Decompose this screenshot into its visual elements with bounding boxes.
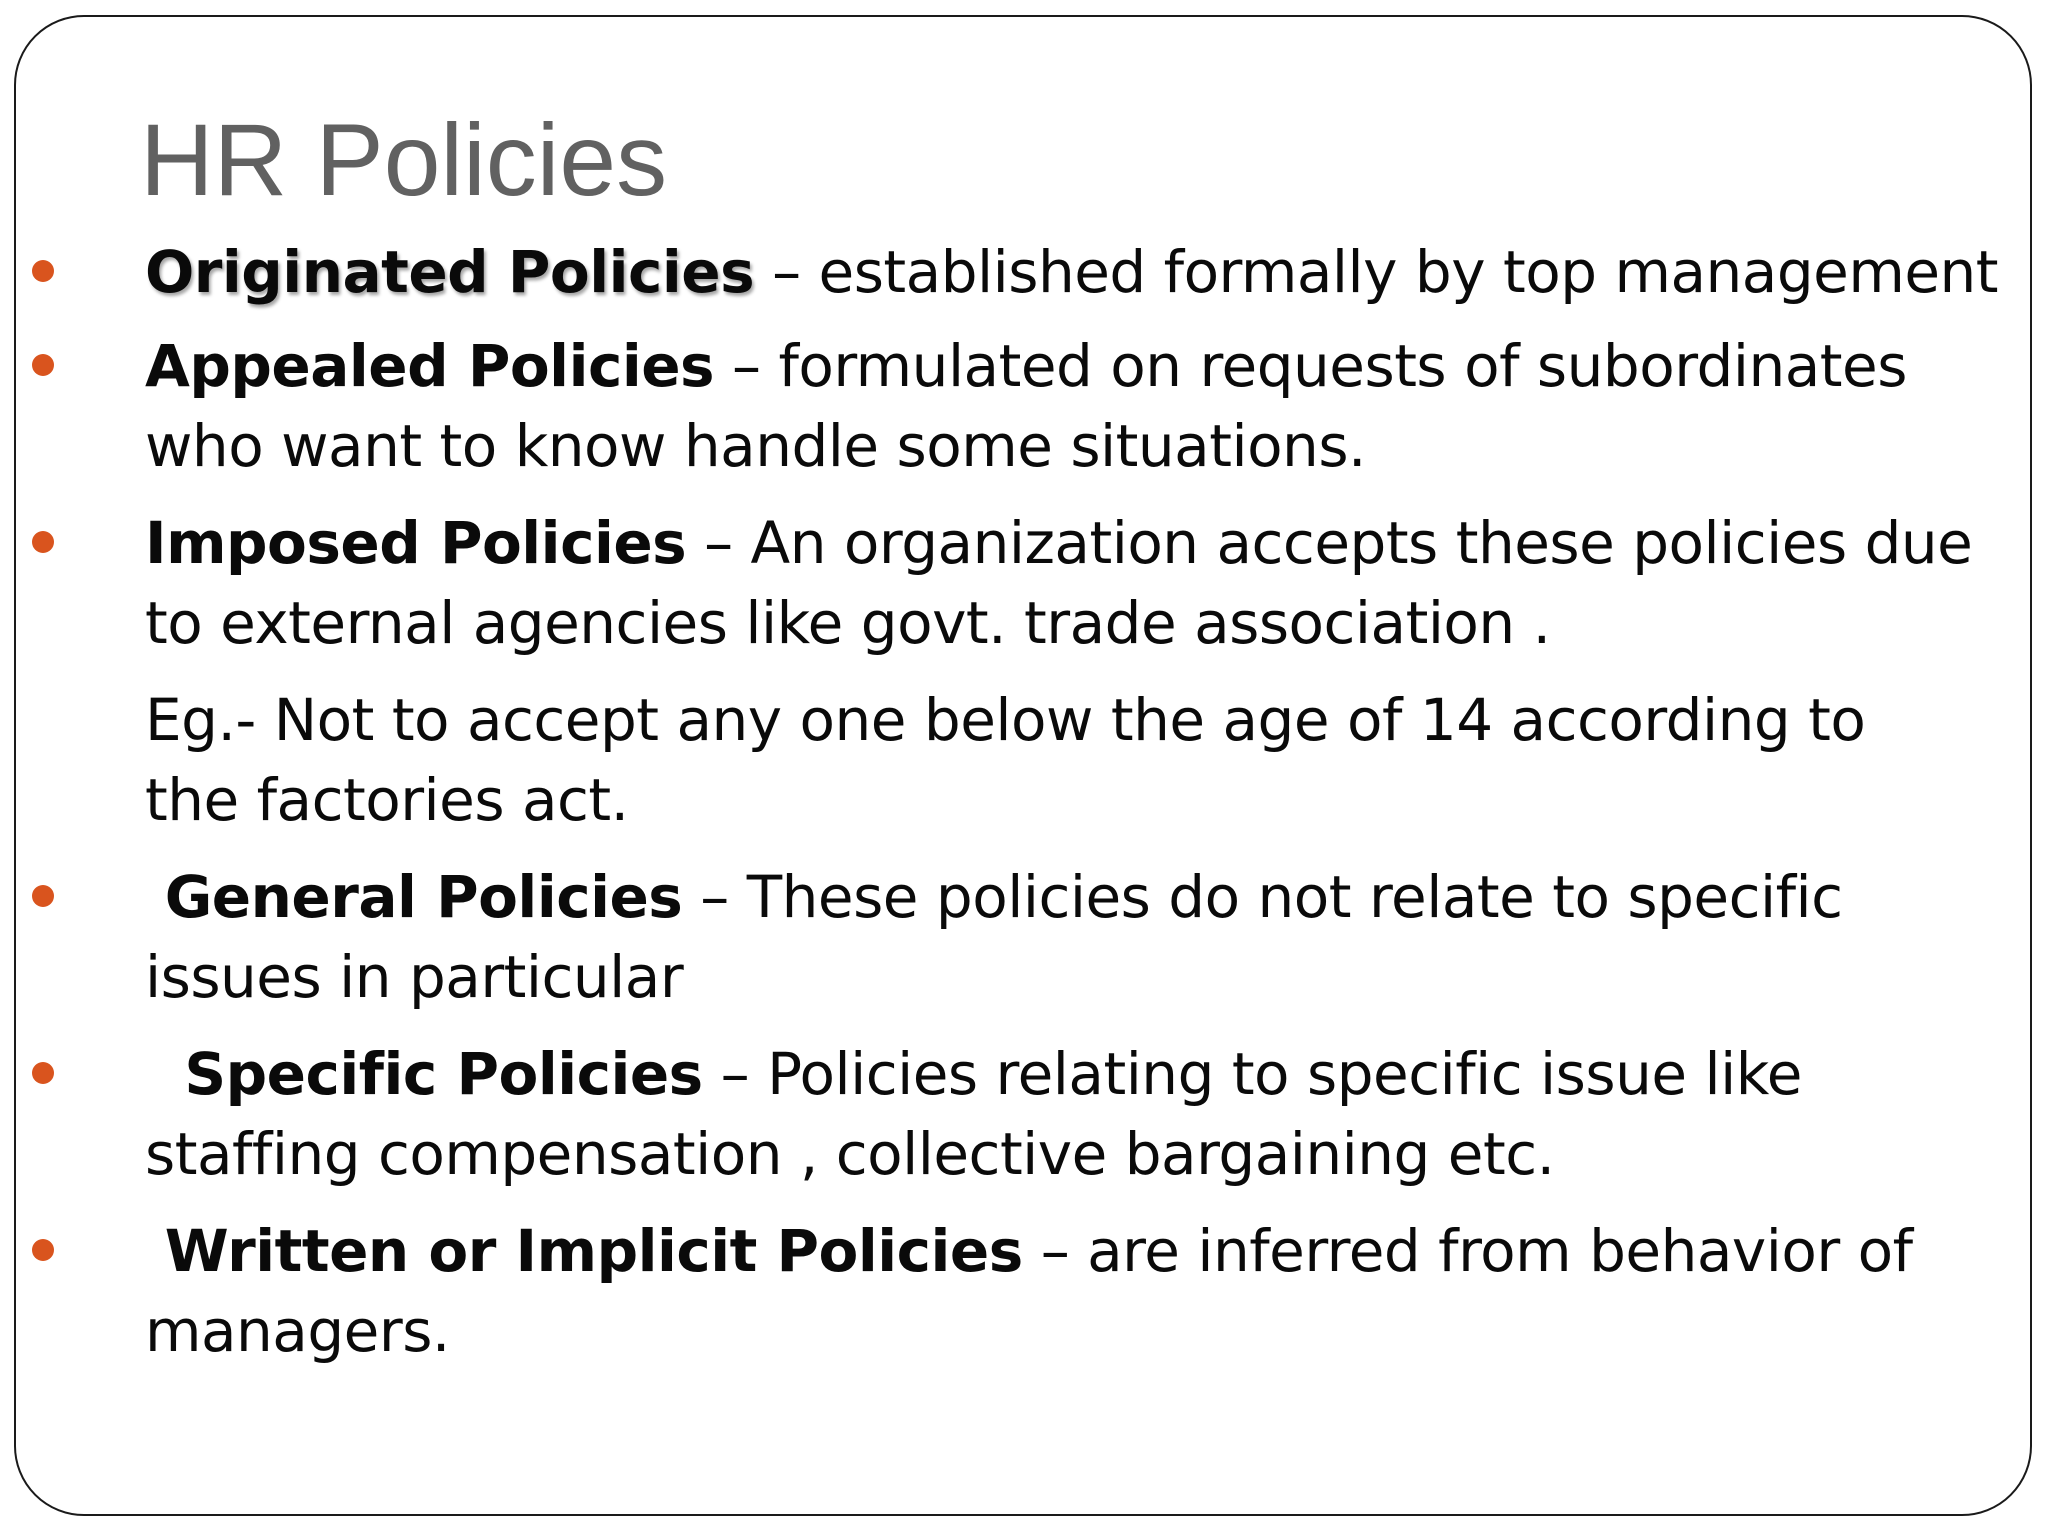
policy-term: Imposed Policies	[145, 509, 687, 577]
bullet-dot-icon	[32, 885, 54, 907]
bullet-dot-icon	[32, 354, 54, 376]
bullet-line	[145, 503, 2025, 583]
bullet-appealed-policies	[145, 326, 2025, 486]
policy-description: – established formally by top management	[754, 238, 1999, 306]
example-line-continuation: the factories act.	[145, 766, 629, 834]
bullet-line	[145, 857, 2025, 937]
policy-term: Appealed Policies	[145, 332, 715, 400]
bullet-line	[145, 1034, 2025, 1114]
bullet-line-continuation: to external agencies like govt. trade association .	[145, 589, 1551, 657]
policy-term: Specific Policies	[145, 1040, 703, 1108]
bullet-dot-icon	[32, 1239, 54, 1261]
bullet-line-continuation: staffing compensation , collective bargaining etc.	[145, 1120, 1555, 1188]
policy-description: – are inferred from behavior of	[1022, 1217, 1913, 1285]
bullet-line	[145, 232, 2025, 312]
policy-term: General Policies	[145, 863, 683, 931]
bullet-dot-icon	[32, 260, 54, 282]
bullet-line-continuation: who want to know handle some situations.	[145, 412, 1366, 480]
example-note	[145, 680, 2025, 840]
policy-description: – An organization accepts these policies due	[686, 509, 1973, 577]
bullet-imposed-policies	[145, 503, 2025, 663]
bullet-originated-policies	[145, 232, 2025, 312]
policy-term: Written or Implicit Policies	[145, 1217, 1023, 1285]
bullet-dot-icon	[32, 1062, 54, 1084]
bullet-line-continuation: managers.	[145, 1297, 450, 1365]
slide-title: HR Policies	[140, 103, 668, 217]
bullet-general-policies	[145, 857, 2025, 1017]
bullet-written-or-implicit-policies	[145, 1211, 2025, 1371]
example-line: Eg.- Not to accept any one below the age of 14 according to	[145, 686, 1866, 754]
policy-description: – formulated on requests of subordinates	[714, 332, 1907, 400]
policy-term: Originated Policies	[145, 238, 755, 306]
policy-description: – These policies do not relate to specific	[682, 863, 1843, 931]
bullet-dot-icon	[32, 531, 54, 553]
bullet-line	[145, 326, 2025, 406]
bullet-line-continuation: issues in particular	[145, 943, 684, 1011]
policy-description: – Policies relating to specific issue like	[702, 1040, 1802, 1108]
bullet-specific-policies	[145, 1034, 2025, 1194]
bullet-line	[145, 1211, 2025, 1291]
